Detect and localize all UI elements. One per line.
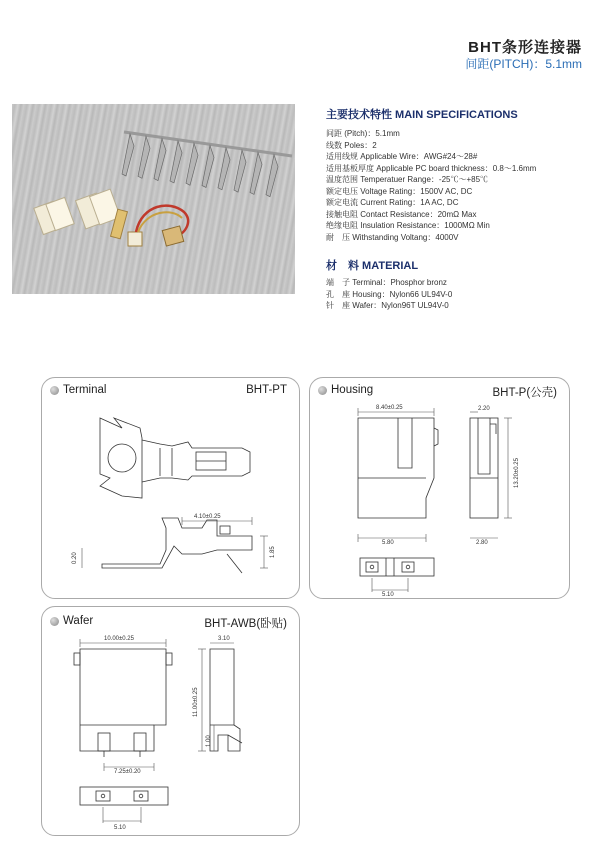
material-list bbox=[326, 277, 452, 312]
wafer-height-dim: 11.00±0.25 bbox=[193, 687, 199, 717]
wafer-offset-dim: 7.25±0.20 bbox=[114, 769, 141, 775]
housing-pitch-dim: 5.10 bbox=[382, 592, 394, 598]
spec-item: 绝缘电阻 Insulation Resistance：1000MΩ Min bbox=[326, 221, 490, 230]
housing-code: BHT-P(公壳) bbox=[492, 387, 557, 399]
page-title: BHT条形连接器 bbox=[468, 39, 582, 56]
wafer-side-dim: 3.10 bbox=[218, 636, 230, 642]
terminal-pin-shape bbox=[218, 148, 230, 190]
terminal-label-text: Terminal bbox=[63, 384, 107, 396]
wafer-drawing bbox=[42, 607, 299, 835]
material-item: 孔 座 Housing：Nylon66 UL94V-0 bbox=[326, 289, 453, 299]
terminal-drawing-panel bbox=[41, 377, 300, 599]
terminal-drawing bbox=[42, 378, 299, 598]
pitch-subtitle: 间距(PITCH)：5.1mm bbox=[465, 57, 582, 71]
specifications-list bbox=[326, 128, 536, 243]
terminal-code: BHT-PT bbox=[246, 384, 287, 396]
specifications-heading: 主要技术特性 MAIN SPECIFICATIONS bbox=[326, 109, 518, 121]
terminal-pin-shape bbox=[250, 152, 262, 194]
spec-item: 耐 压 Withstanding Voltang：4000V bbox=[326, 232, 459, 242]
terminal-pin-shape bbox=[202, 146, 214, 188]
wafer-code: BHT-AWB(卧贴) bbox=[204, 618, 287, 630]
spec-item: 温度范围 Temperatuer Range：-25℃～+85℃ bbox=[326, 175, 489, 184]
material-heading: 材 料 MATERIAL bbox=[326, 260, 419, 272]
housing-width-dim: 8.40±0.25 bbox=[376, 405, 403, 411]
wafer-drawing-panel bbox=[41, 606, 300, 836]
housing-height-dim: 13.20±0.25 bbox=[514, 458, 520, 488]
terminal-thickness-dim: 0.20 bbox=[72, 552, 78, 564]
terminal-pin-shape bbox=[170, 141, 182, 183]
spec-item: 接触电阻 Contact Resistance：20mΩ Max bbox=[326, 209, 477, 219]
spec-item: 适用基板厚度 Applicable PC board thickness：0.8～1.6mm bbox=[326, 163, 537, 173]
spec-item: 适用线规 Applicable Wire：AWG#24～28# bbox=[326, 152, 478, 161]
housing-drawing bbox=[310, 378, 569, 598]
housing-side-dim: 2.20 bbox=[478, 406, 490, 412]
wafer-pitch-dim: 5.10 bbox=[114, 825, 126, 831]
spec-item: 线数 Poles：2 bbox=[326, 140, 377, 150]
product-photo bbox=[12, 104, 295, 294]
housing-label-text: Housing bbox=[331, 384, 374, 396]
material-item: 针 座 Wafer：Nylon96T UL94V-0 bbox=[326, 301, 449, 310]
terminal-width-dim: 4.10±0.25 bbox=[194, 514, 221, 520]
spec-item: 间距 (Pitch)：5.1mm bbox=[326, 129, 400, 138]
terminal-pin-shape bbox=[266, 155, 278, 197]
wafer-width-dim: 10.00±0.25 bbox=[104, 636, 134, 642]
terminal-pin-shape bbox=[154, 139, 166, 181]
spec-item: 额定电压 Voltage Rating：1500V AC, DC bbox=[326, 186, 473, 196]
terminal-pin-shape bbox=[138, 136, 150, 178]
wafer-foot-dim: 1.00 bbox=[206, 735, 212, 747]
terminal-pin-shape bbox=[234, 150, 246, 192]
spec-item: 额定电流 Current Rating：1A AC, DC bbox=[326, 198, 459, 207]
wafer-label-text: Wafer bbox=[63, 615, 94, 627]
terminal-pin-shape bbox=[122, 134, 134, 176]
housing-bottom-dim: 5.80 bbox=[382, 540, 394, 546]
housing-drawing-panel bbox=[309, 377, 570, 599]
material-item: 端 子 Terminal：Phosphor bronz bbox=[326, 278, 447, 287]
terminal-height-dim: 1.85 bbox=[270, 546, 276, 558]
housing-depth-dim: 2.80 bbox=[476, 540, 488, 546]
product-photo-illustration bbox=[12, 104, 295, 294]
terminal-pin-shape bbox=[186, 143, 198, 185]
